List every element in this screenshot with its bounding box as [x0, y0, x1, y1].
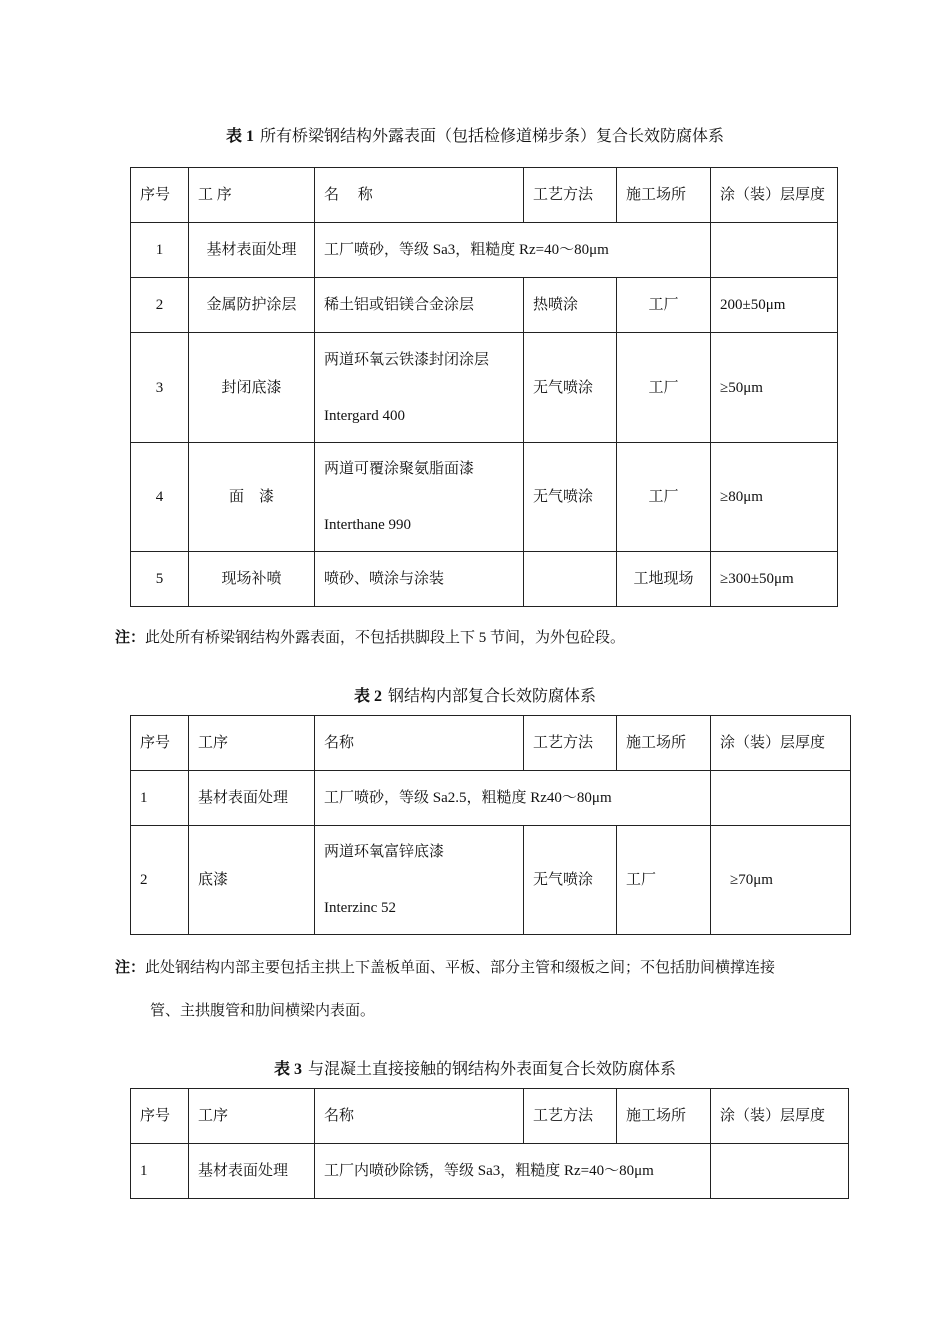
cell-step: 现场补喷 [189, 552, 315, 607]
cell-no: 2 [131, 278, 189, 333]
note-label: 注： [115, 630, 146, 646]
cell-method: 无气喷涂 [524, 826, 617, 935]
cell-name-cn: 两道环氧富锌底漆 [324, 844, 445, 860]
cell-no: 5 [131, 552, 189, 607]
cell-step: 金属防护涂层 [189, 278, 315, 333]
cell-method: 无气喷涂 [524, 333, 617, 443]
note-text: 此处所有桥梁钢结构外露表面，不包括拱脚段上下 5 节间，为外包砼段。 [145, 630, 626, 646]
cell-place: 工厂 [617, 826, 711, 935]
header-cell: 工序 [189, 716, 315, 771]
cell-no: 2 [131, 826, 189, 935]
header-cell: 序号 [131, 168, 189, 223]
cell-name [315, 333, 524, 443]
table-header-row [131, 168, 838, 223]
header-cell: 涂（装）层厚度 [711, 716, 851, 771]
cell-step: 封闭底漆 [189, 333, 315, 443]
cell-method: 无气喷涂 [524, 443, 617, 552]
header-cell: 涂（装）层厚度 [711, 168, 838, 223]
cell-thickness [711, 223, 838, 278]
table2 [130, 715, 851, 935]
cell-name: 稀土铝或铝镁合金涂层 [315, 278, 524, 333]
header-cell: 工艺方法 [524, 1089, 617, 1144]
header-cell: 名 称 [315, 168, 524, 223]
cell-thickness: ≥300±50μm [711, 552, 838, 607]
cell-step: 基材表面处理 [189, 1144, 315, 1199]
table-header-row [131, 716, 851, 771]
cell-name-cn: 两道可覆涂聚氨脂面漆 [324, 461, 475, 477]
cell-name: 工厂喷砂，等级 Sa3，粗糙度 Rz=40～80μm [315, 223, 711, 278]
header-cell: 工序 [189, 1089, 315, 1144]
cell-step: 面 漆 [189, 443, 315, 552]
cell-step: 基材表面处理 [189, 771, 315, 826]
table3-caption [0, 1056, 950, 1079]
table-row [131, 443, 838, 552]
header-cell: 施工场所 [617, 1089, 711, 1144]
cell-no: 3 [131, 333, 189, 443]
cell-place: 工地现场 [617, 552, 711, 607]
table3-caption-label: 表 3 [273, 1061, 302, 1078]
cell-no: 1 [131, 223, 189, 278]
header-cell: 工艺方法 [524, 716, 617, 771]
header-cell: 施工场所 [617, 716, 711, 771]
cell-thickness: ≥50μm [711, 333, 838, 443]
note-text-line2: 管、主拱腹管和肋间横梁内表面。 [150, 1003, 376, 1019]
cell-thickness [711, 1144, 849, 1199]
table-row [131, 552, 838, 607]
table2-caption-text: 钢结构内部复合长效防腐体系 [388, 688, 597, 705]
cell-place: 工厂 [617, 278, 711, 333]
header-cell: 序号 [131, 1089, 189, 1144]
note-label: 注： [115, 960, 146, 976]
cell-step: 底漆 [189, 826, 315, 935]
header-cell: 名称 [315, 1089, 524, 1144]
table2-caption [0, 683, 950, 706]
cell-place: 工厂 [617, 443, 711, 552]
cell-thickness: ≥70μm [711, 826, 851, 935]
table1-caption [0, 123, 950, 146]
table-header-row [131, 1089, 849, 1144]
table2-caption-label: 表 2 [353, 688, 382, 705]
cell-name [315, 826, 524, 935]
table3 [130, 1088, 849, 1199]
table1-note [115, 628, 625, 648]
table2-note [115, 958, 775, 978]
cell-name-en: Intergard 400 [324, 407, 405, 424]
table-row [131, 223, 838, 278]
cell-name-en: Interzinc 52 [324, 900, 397, 916]
cell-name-cn: 两道环氧云铁漆封闭涂层 [324, 351, 490, 368]
cell-no: 1 [131, 1144, 189, 1199]
header-cell: 名称 [315, 716, 524, 771]
header-cell: 工艺方法 [524, 168, 617, 223]
cell-place: 工厂 [617, 333, 711, 443]
cell-thickness [711, 771, 851, 826]
table-row [131, 1144, 849, 1199]
table1 [130, 167, 838, 607]
cell-name [315, 443, 524, 552]
table1-caption-label: 表 1 [225, 128, 254, 145]
table-row [131, 333, 838, 443]
cell-step: 基材表面处理 [189, 223, 315, 278]
header-cell: 施工场所 [617, 168, 711, 223]
table-row [131, 278, 838, 333]
cell-no: 4 [131, 443, 189, 552]
table-row [131, 826, 851, 935]
table-row [131, 771, 851, 826]
table1-caption-text: 所有桥梁钢结构外露表面（包括检修道梯步条）复合长效防腐体系 [260, 128, 725, 145]
cell-no: 1 [131, 771, 189, 826]
header-cell: 工 序 [189, 168, 315, 223]
cell-method [524, 552, 617, 607]
header-cell: 涂（装）层厚度 [711, 1089, 849, 1144]
cell-thickness: 200±50μm [711, 278, 838, 333]
cell-name-en: Interthane 990 [324, 517, 412, 533]
header-cell: 序号 [131, 716, 189, 771]
cell-name: 喷砂、喷涂与涂装 [315, 552, 524, 607]
note-text-line1: 此处钢结构内部主要包括主拱上下盖板单面、平板、部分主管和缀板之间；不包括肋间横撑连接 [145, 960, 776, 976]
table2-note-cont [150, 1001, 375, 1021]
cell-thickness: ≥80μm [711, 443, 838, 552]
table3-caption-text: 与混凝土直接接触的钢结构外表面复合长效防腐体系 [308, 1061, 677, 1078]
cell-name: 工厂喷砂，等级 Sa2.5，粗糙度 Rz40～80μm [315, 771, 711, 826]
cell-method: 热喷涂 [524, 278, 617, 333]
cell-name: 工厂内喷砂除锈，等级 Sa3，粗糙度 Rz=40～80μm [315, 1144, 711, 1199]
